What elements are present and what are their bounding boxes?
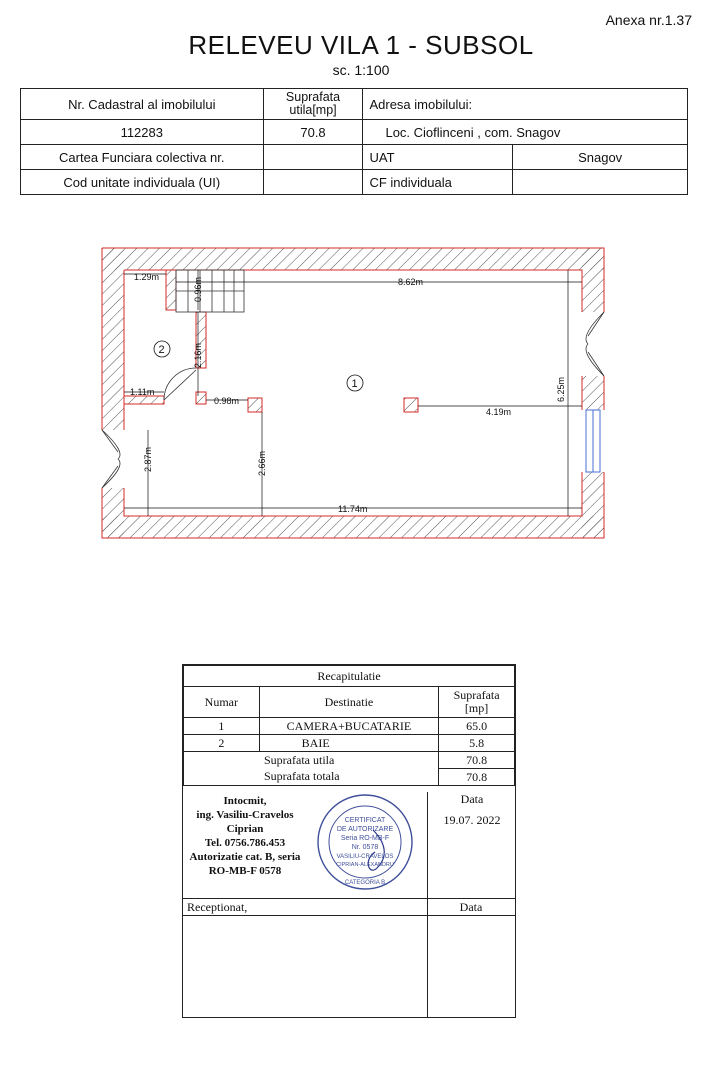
dim-bottom: 11.74m xyxy=(338,504,368,514)
staircase xyxy=(176,270,244,312)
stamp-line: Nr. 0578 xyxy=(351,844,379,851)
window xyxy=(586,410,600,472)
received-date-label: Data xyxy=(459,900,483,914)
page-title: RELEVEU VILA 1 - SUBSOL xyxy=(188,30,534,60)
recap-table xyxy=(183,665,515,786)
row-area: 5.8 xyxy=(439,735,515,752)
address-value: Loc. Cioflinceni , com. Snagov xyxy=(363,120,688,145)
reception-block xyxy=(183,899,515,1017)
col-area-header: Suprafata [mp] xyxy=(439,687,515,718)
row-dest: CAMERA+BUCATARIE xyxy=(259,718,439,735)
author-line: ing. Vasiliu-Cravelos xyxy=(196,809,294,821)
dimension-lines xyxy=(124,270,582,516)
doors xyxy=(102,312,604,488)
cf-collective-label: Cartea Funciara colectiva nr. xyxy=(21,145,264,170)
recap-box xyxy=(182,664,516,1018)
signature-block xyxy=(183,786,515,899)
stamp-line: CERTIFICAT xyxy=(344,817,386,824)
dim-pillar: 0.98m xyxy=(214,396,240,406)
cadastral-value: 112283 xyxy=(21,120,264,145)
uat-label: UAT xyxy=(363,145,513,170)
ui-code-value xyxy=(263,170,363,195)
stamp-line: VASILIU-CRAVELOS xyxy=(336,854,394,860)
cf-individual-value xyxy=(513,170,688,195)
stamp-category: CATEGORIA B xyxy=(344,880,386,886)
author-info xyxy=(183,794,307,878)
dim-top-left: 1.29m xyxy=(134,272,160,282)
col-num-header: Numar xyxy=(184,687,260,718)
row-dest: BAIE xyxy=(259,735,439,752)
row-area: 65.0 xyxy=(439,718,515,735)
ui-code-label: Cod unitate individuala (UI) xyxy=(21,170,264,195)
dim-wc-height: 2.16m xyxy=(193,342,203,368)
cf-collective-value xyxy=(263,145,363,170)
author-line: Autorizatie cat. B, seria xyxy=(189,851,301,863)
dim-mid: 2.66m xyxy=(257,450,267,476)
property-info-table xyxy=(20,88,688,195)
row-num: 1 xyxy=(184,718,260,735)
author-line: Intocmit, xyxy=(223,795,267,807)
table-row xyxy=(184,718,515,735)
address-label: Adresa imobilului: xyxy=(363,89,688,120)
uat-value: Snagov xyxy=(513,145,688,170)
certification-stamp xyxy=(315,790,415,894)
date-value: 19.07. 2022 xyxy=(443,813,501,827)
dim-pillar-right: 4.19m xyxy=(486,407,512,417)
dim-wc-width: 1.11m xyxy=(130,387,155,397)
dim-stair: 0.96m xyxy=(193,276,203,302)
received-label: Receptionat, xyxy=(187,900,248,914)
author-line: Tel. 0756.786.453 xyxy=(204,837,286,849)
useful-area-value: 70.8 xyxy=(439,752,515,769)
annex-number: Anexa nr.1.37 xyxy=(605,12,692,28)
table-row xyxy=(184,735,515,752)
dim-top: 8.62m xyxy=(398,277,424,287)
recap-title: Recapitulatie xyxy=(184,666,515,687)
author-line: RO-MB-F 0578 xyxy=(208,865,282,877)
room-2-label: 2 xyxy=(158,344,165,356)
dim-right: 6.25m xyxy=(556,376,566,402)
date-label: Data xyxy=(460,792,484,806)
cf-individual-label: CF individuala xyxy=(363,170,513,195)
stamp-line: CIPRIAN-ALEXANDRU xyxy=(336,862,394,868)
outer-walls xyxy=(102,248,604,538)
stamp-line: Seria RO-MB-F xyxy=(340,835,390,842)
author-line: Ciprian xyxy=(226,823,264,835)
floor-plan xyxy=(0,230,722,550)
total-area-label: Suprafata totala xyxy=(184,769,439,786)
dim-left: 2.87m xyxy=(143,446,153,472)
date-cell xyxy=(427,792,516,898)
room-1-label: 1 xyxy=(351,378,358,390)
stamp-line: DE AUTORIZARE xyxy=(336,826,394,833)
scale-label: sc. 1:100 xyxy=(332,62,390,78)
useful-area-label: Suprafata utila xyxy=(184,752,439,769)
cadastral-label: Nr. Cadastral al imobilului xyxy=(21,89,264,120)
row-num: 2 xyxy=(184,735,260,752)
col-dest-header: Destinatie xyxy=(259,687,439,718)
reception-header-row xyxy=(183,899,515,916)
area-value: 70.8 xyxy=(263,120,363,145)
pillars xyxy=(248,398,418,412)
area-label: Suprafata utila[mp] xyxy=(263,89,363,120)
reception-divider xyxy=(427,899,428,1017)
total-area-value: 70.8 xyxy=(439,769,515,786)
